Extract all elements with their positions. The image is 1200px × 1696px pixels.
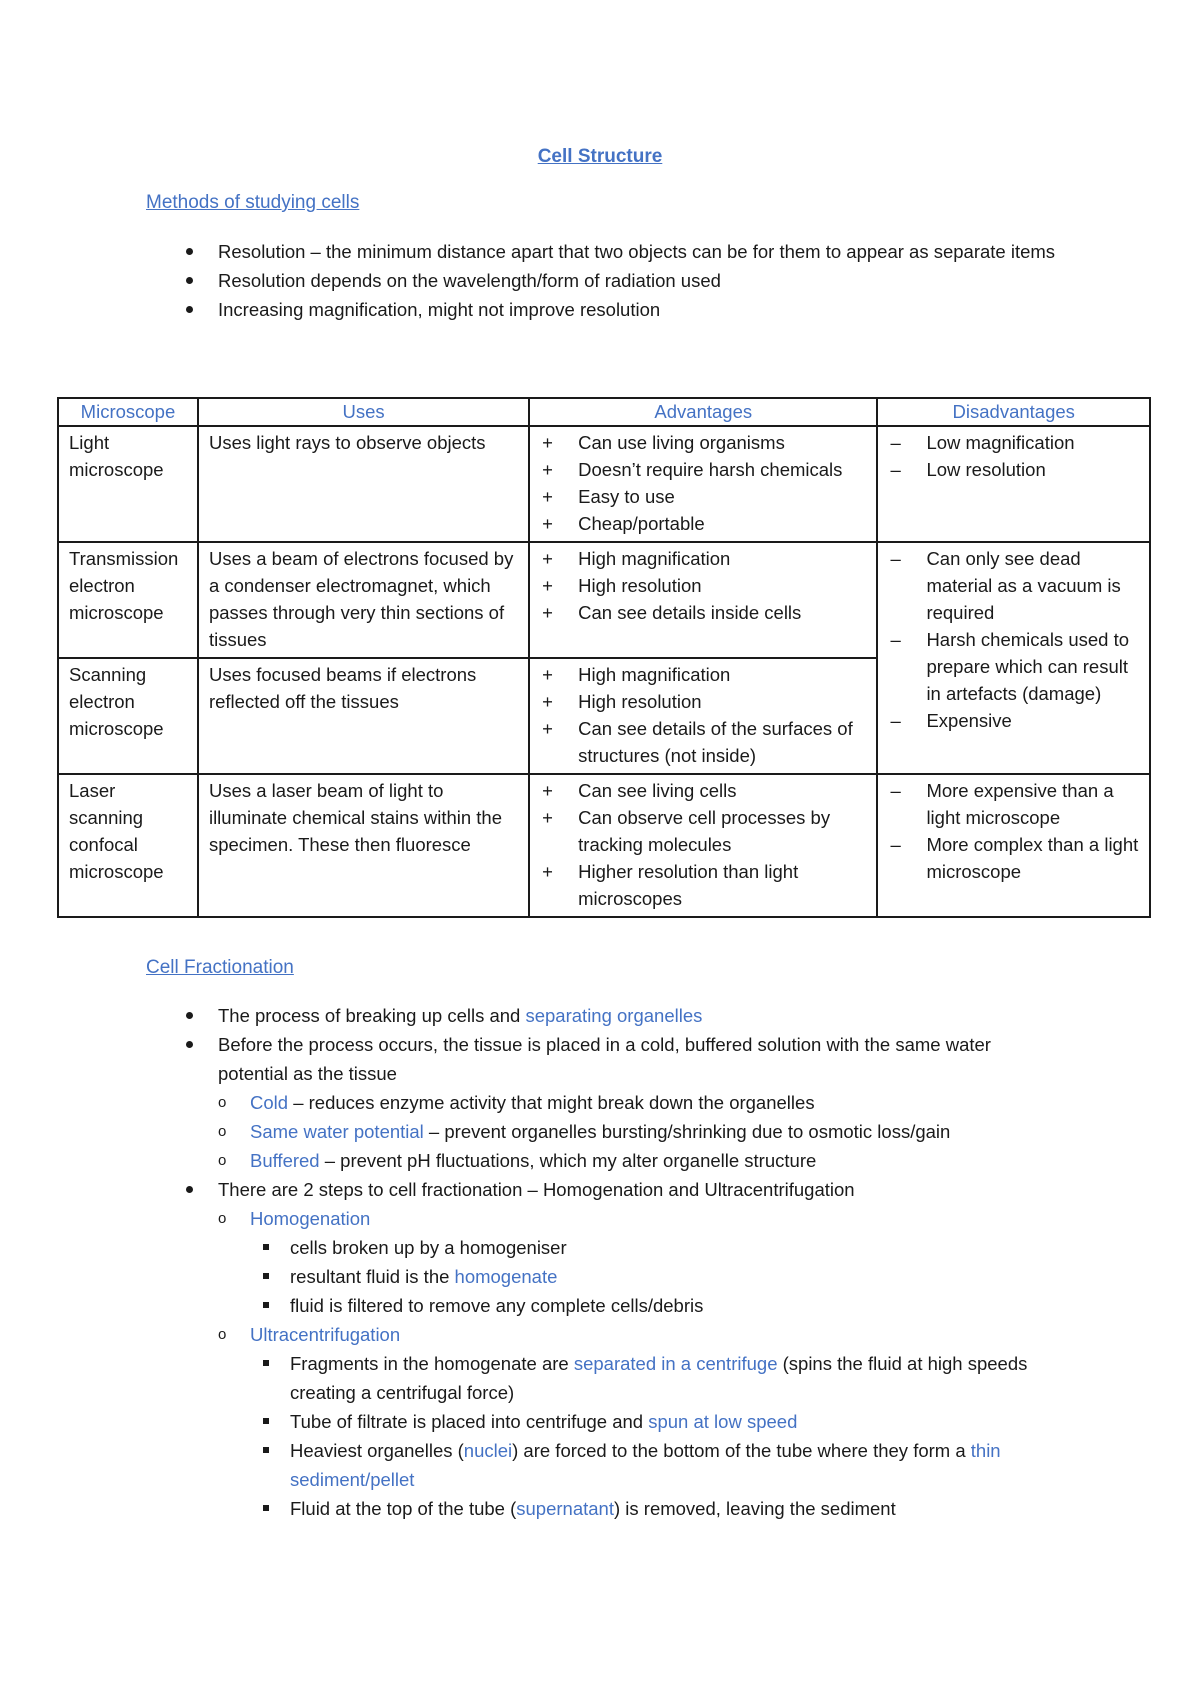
advantage-item: + Can see details inside cells bbox=[540, 599, 868, 626]
advantage-item: + Can see details of the surfaces of structures (not inside) bbox=[540, 715, 868, 769]
sub-sub-list-item bbox=[258, 1349, 1056, 1407]
sub-list bbox=[218, 1088, 1056, 1175]
sub-list-item bbox=[218, 1088, 1056, 1117]
homogenation-list bbox=[218, 1233, 1056, 1320]
fractionation-bullet-list bbox=[176, 1001, 1056, 1523]
cell-disadvantages bbox=[877, 426, 1150, 542]
highlight-text: Same water potential bbox=[250, 1121, 424, 1142]
sub-sub-list-item: cells broken up by a homogeniser bbox=[258, 1233, 1056, 1262]
disadvantage-item: – Low magnification bbox=[888, 429, 1141, 456]
disadvantage-item: – More expensive than a light microscope bbox=[888, 777, 1141, 831]
text: – reduces enzyme activity that might break down the organelles bbox=[288, 1092, 815, 1113]
highlight-text: Cold bbox=[250, 1092, 289, 1113]
advantage-item: + Can see living cells bbox=[540, 777, 868, 804]
cell-advantages bbox=[529, 542, 877, 658]
sub-list-item bbox=[218, 1117, 1056, 1146]
sub-sub-list-item bbox=[258, 1262, 1056, 1291]
highlight-text: separating organelles bbox=[525, 1005, 703, 1026]
highlight-text: separated in a centrifuge bbox=[573, 1353, 778, 1374]
table-row bbox=[58, 542, 1150, 658]
page-title: Cell Structure bbox=[537, 146, 663, 167]
text: The process of breaking up cells and bbox=[218, 1005, 526, 1026]
sub-sub-list-item bbox=[258, 1436, 1056, 1494]
text: ) are forced to the bottom of the tube where they form a bbox=[512, 1440, 971, 1461]
text: Fluid at the top of the tube ( bbox=[290, 1498, 517, 1519]
advantage-item: + Higher resolution than light microscopes bbox=[540, 858, 868, 912]
sub-list bbox=[218, 1320, 1056, 1349]
sub-list-item bbox=[218, 1146, 1056, 1175]
list-item bbox=[176, 1175, 1056, 1523]
list-item bbox=[176, 1001, 1056, 1030]
methods-bullet-list bbox=[176, 237, 1056, 324]
disadvantage-item: – Expensive bbox=[888, 707, 1141, 734]
text: – prevent organelles bursting/shrinking due to osmotic loss/gain bbox=[423, 1121, 951, 1142]
cell-advantages bbox=[529, 426, 877, 542]
cell-advantages bbox=[529, 658, 877, 774]
advantage-item: + High resolution bbox=[540, 572, 868, 599]
highlight-text: nuclei bbox=[463, 1440, 513, 1461]
table-row bbox=[58, 426, 1150, 542]
sub-list bbox=[218, 1204, 1056, 1233]
sub-sub-list-item bbox=[258, 1494, 1056, 1523]
text: There are 2 steps to cell fractionation – Homogenation and Ultracentrifugation bbox=[218, 1179, 855, 1200]
text: resultant fluid is the bbox=[290, 1266, 455, 1287]
disadvantage-item: – Low resolution bbox=[888, 456, 1141, 483]
list-item: Resolution depends on the wavelength/form of radiation used bbox=[176, 266, 1056, 295]
advantage-item: + Easy to use bbox=[540, 483, 868, 510]
sub-list-item bbox=[218, 1204, 1056, 1233]
cell-uses: Uses light rays to observe objects bbox=[198, 426, 529, 542]
advantage-item: + High magnification bbox=[540, 545, 868, 572]
homogenation-label: Homogenation bbox=[250, 1208, 371, 1229]
advantage-item: + Doesn’t require harsh chemicals bbox=[540, 456, 868, 483]
list-item: Resolution – the minimum distance apart that two objects can be for them to appear as separate items bbox=[176, 237, 1056, 266]
advantage-item: + High magnification bbox=[540, 661, 868, 688]
highlight-text: thin sediment/pellet bbox=[290, 1440, 1001, 1490]
cell-disadvantages bbox=[877, 774, 1150, 917]
section-heading-fractionation: Cell Fractionation bbox=[146, 957, 294, 978]
table-row bbox=[58, 774, 1150, 917]
cell-uses: Uses a laser beam of light to illuminate chemical stains within the specimen. These then fluoresce bbox=[198, 774, 529, 917]
ultracentrifugation-list bbox=[218, 1349, 1056, 1523]
disadvantage-item: – More complex than a light microscope bbox=[888, 831, 1141, 885]
cell-advantages bbox=[529, 774, 877, 917]
sub-list-item bbox=[218, 1320, 1056, 1349]
text: ) is removed, leaving the sediment bbox=[613, 1498, 896, 1519]
header-disadvantages: Disadvantages bbox=[877, 398, 1150, 426]
table-header-row bbox=[58, 398, 1150, 426]
text: Heaviest organelles ( bbox=[290, 1440, 464, 1461]
highlight-text: Buffered bbox=[250, 1150, 320, 1171]
disadvantage-item: – Can only see dead material as a vacuum is required bbox=[888, 545, 1141, 626]
sub-sub-list-item bbox=[258, 1407, 1056, 1436]
cell-uses: Uses focused beams if electrons reflected off the tissues bbox=[198, 658, 529, 774]
highlight-text: spun at low speed bbox=[648, 1411, 798, 1432]
text: (spins the fluid at high speeds creating a centrifugal force) bbox=[290, 1353, 1028, 1403]
ultracentrifugation-label: Ultracentrifugation bbox=[250, 1324, 401, 1345]
disadvantage-item: – Harsh chemicals used to prepare which can result in artefacts (damage) bbox=[888, 626, 1141, 707]
text: – prevent pH fluctuations, which my alter organelle structure bbox=[319, 1150, 817, 1171]
advantage-item: + Can use living organisms bbox=[540, 429, 868, 456]
text: Tube of filtrate is placed into centrifuge and bbox=[290, 1411, 649, 1432]
list-item: Increasing magnification, might not improve resolution bbox=[176, 295, 1056, 324]
header-advantages: Advantages bbox=[529, 398, 877, 426]
highlight-text: supernatant bbox=[516, 1498, 614, 1519]
text: Fragments in the homogenate are bbox=[290, 1353, 574, 1374]
cell-microscope: Light microscope bbox=[58, 426, 198, 542]
advantage-item: + Cheap/portable bbox=[540, 510, 868, 537]
advantage-item: + High resolution bbox=[540, 688, 868, 715]
section-heading-methods: Methods of studying cells bbox=[146, 192, 360, 213]
cell-uses: Uses a beam of electrons focused by a condenser electromagnet, which passes through very thin sections of tissues bbox=[198, 542, 529, 658]
cell-microscope: Laser scanning confocal microscope bbox=[58, 774, 198, 917]
sub-sub-list-item: fluid is filtered to remove any complete cells/debris bbox=[258, 1291, 1056, 1320]
header-uses: Uses bbox=[198, 398, 529, 426]
highlight-text: homogenate bbox=[454, 1266, 558, 1287]
advantage-item: + Can observe cell processes by tracking molecules bbox=[540, 804, 868, 858]
cell-microscope: Transmission electron microscope bbox=[58, 542, 198, 658]
microscope-table bbox=[57, 397, 1151, 918]
text: Before the process occurs, the tissue is placed in a cold, buffered solution with the same water potential as the tissue bbox=[218, 1034, 991, 1084]
header-microscope: Microscope bbox=[58, 398, 198, 426]
cell-disadvantages-electron bbox=[877, 542, 1150, 774]
cell-microscope: Scanning electron microscope bbox=[58, 658, 198, 774]
list-item bbox=[176, 1030, 1056, 1175]
